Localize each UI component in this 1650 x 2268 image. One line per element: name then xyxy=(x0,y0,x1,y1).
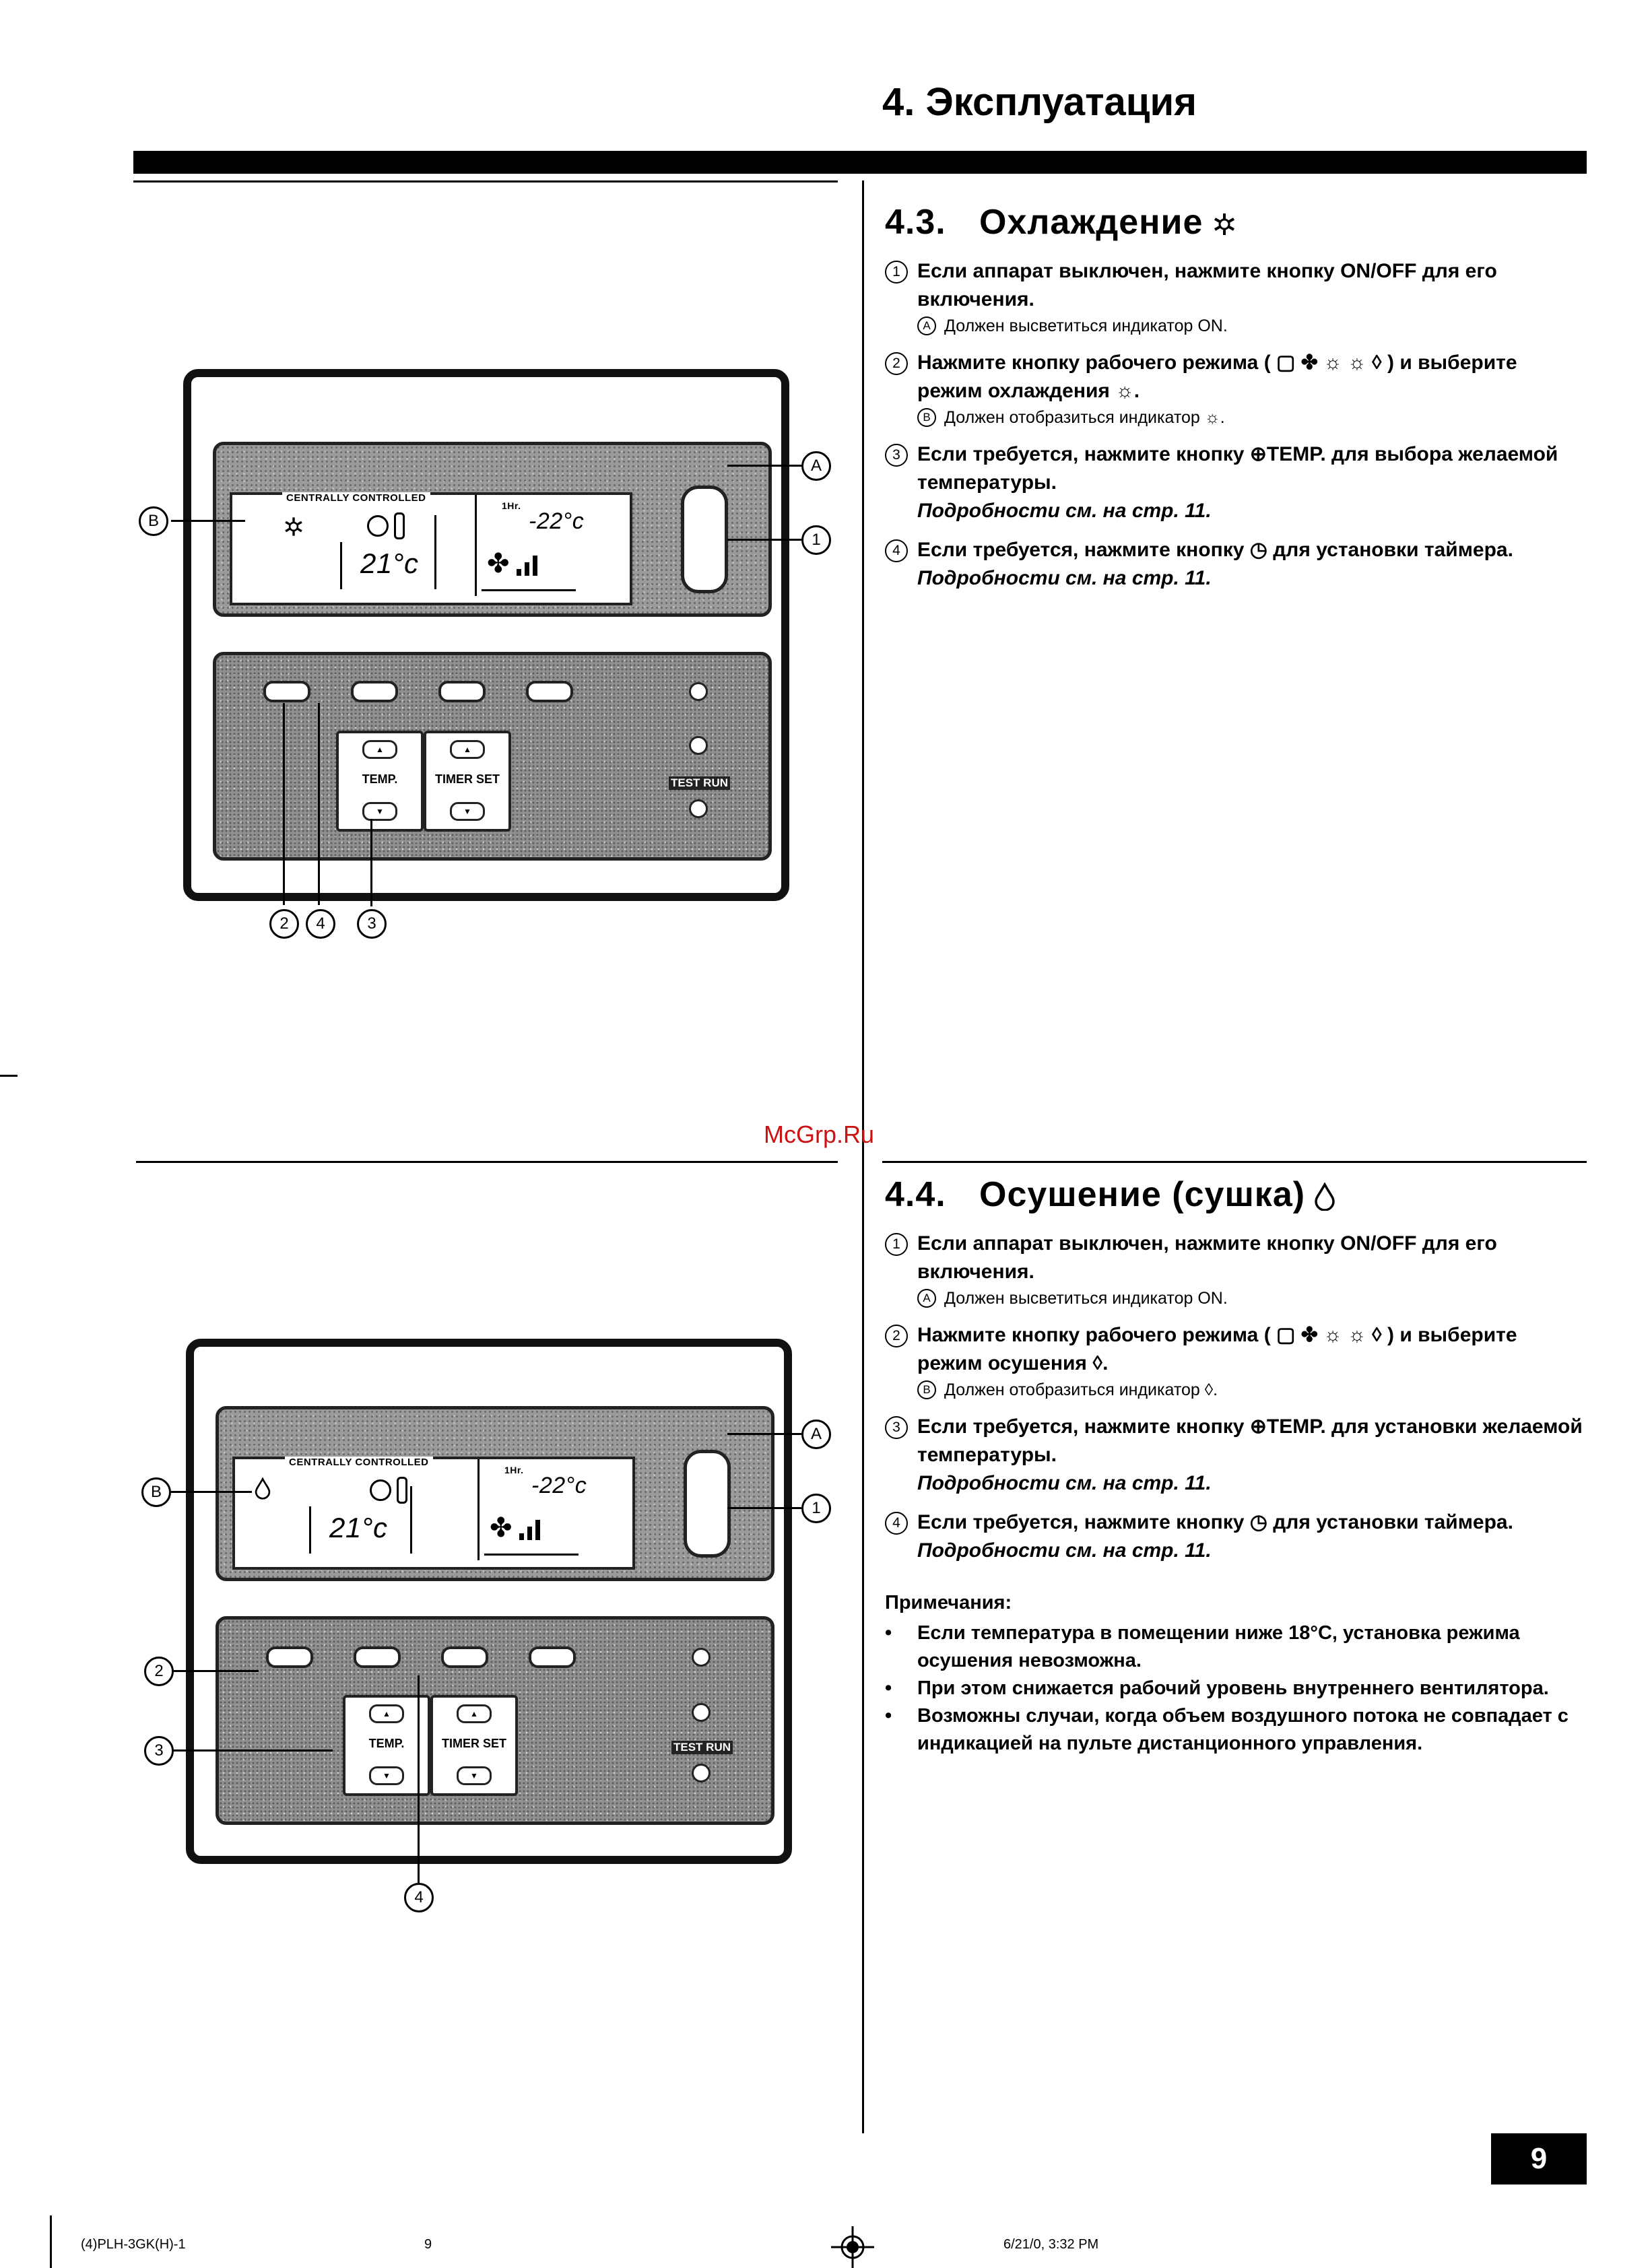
step-1 xyxy=(885,257,1585,314)
step-text: Если аппарат выключен, нажмите кнопку ON/OFF для его включения. xyxy=(917,1232,1497,1283)
timer-up-button[interactable]: ▲ xyxy=(450,740,485,759)
temp-up-button[interactable]: ▲ xyxy=(362,740,397,759)
fan-icon: ✤ xyxy=(487,549,510,578)
test-run-button[interactable] xyxy=(689,799,708,818)
temp-button-pad[interactable] xyxy=(336,731,424,832)
section-drying xyxy=(885,1174,1585,1758)
column-divider xyxy=(862,180,864,2133)
header-bar xyxy=(133,151,1587,174)
callout-2: 2 xyxy=(269,909,299,939)
step-marker: 1 xyxy=(885,1233,908,1256)
note-item: • При этом снижается рабочий уровень внутреннего вентилятора. xyxy=(885,1675,1585,1702)
lcd-underline xyxy=(482,589,576,591)
leader-line xyxy=(418,1675,420,1883)
leader-line xyxy=(171,1491,252,1493)
callout-3: 3 xyxy=(357,909,387,939)
clock-icon xyxy=(370,1479,391,1501)
step-1 xyxy=(885,1230,1585,1286)
test-run-label: TEST RUN xyxy=(669,776,730,790)
step-marker: 3 xyxy=(885,1416,908,1439)
timer-label: 1Hr. xyxy=(504,1465,524,1475)
set-temperature: -22°c xyxy=(529,508,585,534)
registration-mark-icon xyxy=(831,2226,874,2268)
drop-icon xyxy=(254,1477,271,1500)
cooling-icon xyxy=(1211,211,1238,238)
notes-heading: Примечания: xyxy=(885,1592,1012,1613)
timer-button[interactable] xyxy=(354,1646,401,1668)
fan-speed-button[interactable] xyxy=(529,1646,576,1668)
room-temperature: 21°c xyxy=(360,547,419,579)
step-1-note xyxy=(917,314,1585,338)
note-item-text: При этом снижается рабочий уровень внутреннего вентилятора. xyxy=(917,1677,1549,1699)
step-4 xyxy=(885,1508,1585,1565)
step-1-note xyxy=(917,1286,1585,1310)
page-reference: Подробности см. на стр. 11. xyxy=(917,1539,1212,1562)
thermometer-icon xyxy=(394,512,405,539)
note-marker: A xyxy=(917,1289,936,1308)
timer-down-button[interactable]: ▼ xyxy=(450,802,485,821)
section-title: Охлаждение xyxy=(979,203,1203,242)
section-drying-heading xyxy=(885,1174,1585,1215)
callout-1: 1 xyxy=(801,525,831,555)
temp-down-button[interactable]: ▼ xyxy=(369,1766,404,1785)
note-marker: B xyxy=(917,1380,936,1399)
leader-line xyxy=(727,1507,801,1509)
step-text: Нажмите кнопку рабочего режима ( ▢ ✤ ☼ ☼ ◊ ) и выберите режим охлаждения ☼. xyxy=(917,352,1517,402)
section-number: 4.4. xyxy=(885,1175,946,1214)
section-number: 4.3. xyxy=(885,203,946,242)
lcd-divider xyxy=(477,1459,480,1560)
note-text: Должен высветиться индикатор ON. xyxy=(944,316,1228,335)
leader-line xyxy=(171,520,245,522)
check-button[interactable] xyxy=(692,1648,711,1667)
lcd-divider xyxy=(434,515,436,589)
step-text: Если требуется, нажмите кнопку ⊕TEMP. для установки желаемой температуры. xyxy=(917,1415,1583,1466)
step-marker: 2 xyxy=(885,1325,908,1347)
page-reference: Подробности см. на стр. 11. xyxy=(917,500,1212,522)
timer-set-label: TIMER SET xyxy=(441,1737,506,1750)
callout-b: B xyxy=(141,1477,171,1507)
leader-line xyxy=(727,539,801,541)
timer-set-pad[interactable] xyxy=(424,731,511,832)
lcd-screen xyxy=(230,492,632,605)
function-button[interactable] xyxy=(438,681,486,702)
timer-set-label: TIMER SET xyxy=(434,772,500,786)
timer-set-pad[interactable] xyxy=(430,1695,518,1796)
temp-down-button[interactable]: ▼ xyxy=(362,802,397,821)
fan-speed-bars xyxy=(515,553,542,577)
leader-line xyxy=(318,703,320,905)
section-cooling-heading xyxy=(885,202,1585,242)
lcd-divider xyxy=(340,542,342,589)
left-mid-rule xyxy=(136,1161,838,1163)
temp-button-label: TEMP. xyxy=(362,772,398,786)
controller-display-panel xyxy=(216,1406,774,1581)
note-text: Должен отобразиться индикатор ◊. xyxy=(944,1380,1218,1399)
controller-button-panel xyxy=(216,1616,774,1825)
controller-button-panel xyxy=(213,652,772,861)
footer-timestamp: 6/21/0, 3:32 PM xyxy=(1003,2237,1099,2252)
timer-button[interactable] xyxy=(351,681,398,702)
footer-page: 9 xyxy=(424,2237,432,2252)
timer-up-button[interactable]: ▲ xyxy=(457,1704,492,1723)
note-item-text: Возможны случаи, когда объем воздушного потока не совпадает с индикацией на пульте дистанционного управления. xyxy=(917,1705,1569,1754)
crop-mark xyxy=(50,2215,52,2268)
leader-line xyxy=(727,1433,801,1435)
room-temperature: 21°c xyxy=(329,1512,388,1543)
note-text: Должен отобразиться индикатор ☼. xyxy=(944,408,1225,427)
step-text: Если требуется, нажмите кнопку ◷ для установки таймера. xyxy=(917,1511,1513,1533)
leader-line xyxy=(370,819,372,906)
lcd-centrally-controlled: CENTRALLY CONTROLLED xyxy=(282,492,430,504)
callout-2: 2 xyxy=(144,1657,174,1686)
filter-button[interactable] xyxy=(692,1703,711,1722)
step-2 xyxy=(885,349,1585,405)
thermometer-icon xyxy=(397,1477,407,1504)
lcd-screen xyxy=(232,1457,635,1570)
section-title: Осушение (сушка) xyxy=(979,1175,1306,1214)
cooling-icon xyxy=(282,515,305,538)
step-2-note xyxy=(917,405,1585,430)
note-text: Должен высветиться индикатор ON. xyxy=(944,1289,1228,1308)
leader-line xyxy=(727,465,801,467)
controller-display-panel xyxy=(213,442,772,617)
lcd-divider xyxy=(309,1506,311,1554)
on-off-button[interactable] xyxy=(681,486,728,593)
lcd-underline xyxy=(484,1554,579,1556)
temp-up-button[interactable]: ▲ xyxy=(369,1704,404,1723)
callout-4: 4 xyxy=(404,1883,434,1912)
fan-speed-bars xyxy=(518,1517,545,1541)
leader-line xyxy=(283,703,285,905)
note-item: • Если температура в помещении ниже 18°С, установка режима осушения невозможна. xyxy=(885,1620,1585,1675)
step-4 xyxy=(885,536,1585,593)
mode-button[interactable] xyxy=(266,1646,313,1668)
remote-controller xyxy=(186,1339,792,1864)
clock-icon xyxy=(367,515,389,537)
drop-icon xyxy=(1313,1182,1336,1211)
page-number: 9 xyxy=(1491,2133,1587,2184)
set-temperature: -22°c xyxy=(531,1473,587,1498)
page-reference: Подробности см. на стр. 11. xyxy=(917,567,1212,589)
step-text: Нажмите кнопку рабочего режима ( ▢ ✤ ☼ ☼ ◊ ) и выберите режим осушения ◊. xyxy=(917,1324,1517,1374)
callout-a: A xyxy=(801,451,831,481)
remote-controller xyxy=(183,369,789,901)
right-mid-rule xyxy=(882,1161,1587,1163)
step-text: Если требуется, нажмите кнопку ⊕TEMP. для выбора желаемой температуры. xyxy=(917,443,1558,494)
step-text: Если аппарат выключен, нажмите кнопку ON/OFF для его включения. xyxy=(917,260,1497,310)
callout-b: B xyxy=(139,506,168,536)
fan-icon: ✤ xyxy=(490,1513,513,1543)
step-marker: 4 xyxy=(885,1512,908,1535)
footer-doc-id: (4)PLH-3GK(H)-1 xyxy=(81,2237,186,2252)
leader-line xyxy=(171,1670,259,1672)
note-marker: B xyxy=(917,408,936,427)
page-reference: Подробности см. на стр. 11. xyxy=(917,1472,1212,1494)
mode-button[interactable] xyxy=(263,681,310,702)
watermark: McGrp.Ru xyxy=(764,1121,875,1148)
fan-speed-button[interactable] xyxy=(526,681,573,702)
test-run-label: TEST RUN xyxy=(671,1741,733,1754)
left-column-top-rule xyxy=(133,180,838,182)
timer-down-button[interactable]: ▼ xyxy=(457,1766,492,1785)
function-button[interactable] xyxy=(441,1646,488,1668)
step-marker: 2 xyxy=(885,352,908,375)
section-cooling xyxy=(885,202,1585,593)
callout-a: A xyxy=(801,1420,831,1449)
leader-line xyxy=(171,1749,333,1752)
step-marker: 4 xyxy=(885,539,908,562)
note-marker: A xyxy=(917,316,936,335)
chapter-title: 4. Эксплуатация xyxy=(882,80,1197,124)
crop-mark xyxy=(0,1075,18,1077)
lcd-divider xyxy=(475,495,477,596)
lcd-centrally-controlled: CENTRALLY CONTROLLED xyxy=(285,1457,433,1468)
step-2 xyxy=(885,1321,1585,1378)
lcd-divider xyxy=(410,1486,412,1554)
step-2-note xyxy=(917,1378,1585,1402)
step-3 xyxy=(885,440,1585,525)
callout-3: 3 xyxy=(144,1736,174,1766)
callout-4: 4 xyxy=(306,909,335,939)
step-text: Если требуется, нажмите кнопку ◷ для установки таймера. xyxy=(917,539,1513,561)
timer-label: 1Hr. xyxy=(502,500,521,511)
test-run-button[interactable] xyxy=(692,1764,711,1782)
note-item-text: Если температура в помещении ниже 18°С, установка режима осушения невозможна. xyxy=(917,1622,1520,1671)
check-button[interactable] xyxy=(689,682,708,701)
step-marker: 1 xyxy=(885,261,908,284)
step-marker: 3 xyxy=(885,444,908,467)
on-off-button[interactable] xyxy=(684,1450,731,1558)
step-3 xyxy=(885,1413,1585,1498)
note-item: • Возможны случаи, когда объем воздушного потока не совпадает с индикацией на пульте дистанционного управления. xyxy=(885,1702,1585,1758)
callout-1: 1 xyxy=(801,1494,831,1523)
temp-button-label: TEMP. xyxy=(368,1737,405,1750)
filter-button[interactable] xyxy=(689,736,708,755)
